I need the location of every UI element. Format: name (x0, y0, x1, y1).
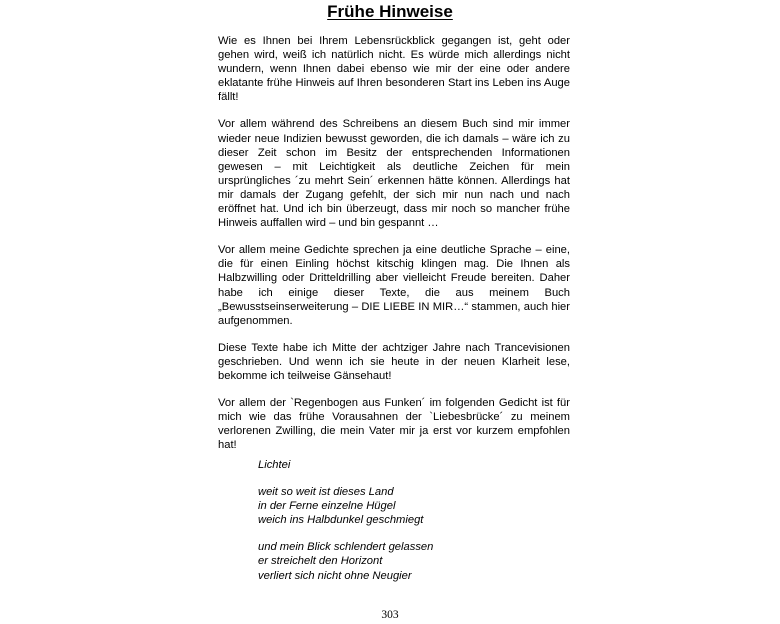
poem-stanza (258, 540, 433, 582)
poem-stanza (258, 485, 433, 527)
poem-line: und mein Blick schlendert gelassen (258, 541, 434, 554)
paragraph: Vor allem der `Regenbogen aus Funken´ im folgenden Gedicht ist für mich wie das frühe Vorausahnen der `Liebesbrücke´ zu meinem verlorenen Zwilling, die mein Vater mir ja erst vor kurzem empfohlen hat! (218, 397, 570, 452)
page-number: 303 (381, 609, 399, 621)
paragraph: Wie es Ihnen bei Ihrem Lebensrückblick gegangen ist, geht oder gehen wird, weiß ich natürlich nicht. Es würde mich allerdings nicht wundern, wenn Ihnen dabei ebenso wie mir der eine oder andere eklatante frühe Hinweis auf Ihren besonderen Start ins Leben ins Auge fällt! (218, 35, 570, 104)
paragraph: Diese Texte habe ich Mitte der achtziger Jahre nach Trancevisionen geschrieben. Und wenn ich sie heute in der neuen Klarheit lese, bekomme ich teilweise Gänsehaut! (218, 341, 570, 382)
poem-title: Lichtei (258, 459, 291, 471)
poem-line: weit so weit ist dieses Land (258, 486, 394, 499)
poem-line: in der Ferne einzelne Hügel (258, 500, 396, 513)
poem (258, 458, 433, 596)
paragraph: Vor allem meine Gedichte sprechen ja eine deutliche Sprache – eine, die für einen Einling höchst kitschig klingen mag. Die Ihnen als Halbzwilling oder Dritteldrilling aber vielleicht Freude bereiten. Daher habe ich einige dieser Texte, die aus meinem Buch „Bewusstseinserweiterung – DIE LIEBE IN MIR…“ stammen, auch hier aufgenommen. (218, 244, 570, 327)
page-title: Frühe Hinweise (327, 2, 453, 21)
poem-line: er streichelt den Horizont (258, 555, 383, 568)
body-text (218, 34, 570, 465)
poem-line: verliert sich nicht ohne Neugier (258, 569, 412, 582)
poem-line: weich ins Halbdunkel geschmiegt (258, 514, 424, 527)
paragraph: Vor allem während des Schreibens an diesem Buch sind mir immer wieder neue Indizien bewusst geworden, die ich damals – wäre ich zu dieser Zeit schon im Besitz der entsprechenden Informationen gewesen – mit Leichtigkeit als deutliche Zeichen für mein ursprüngliches ´zu mehrt Sein´ erkennen hätte können. Allerdings hat mir damals der Zugang gefehlt, der sich mir nun nach und nach eröffnet hat. Und ich bin überzeugt, dass mir noch so mancher frühe Hinweis auffallen wird – und bin gespannt … (218, 118, 570, 230)
